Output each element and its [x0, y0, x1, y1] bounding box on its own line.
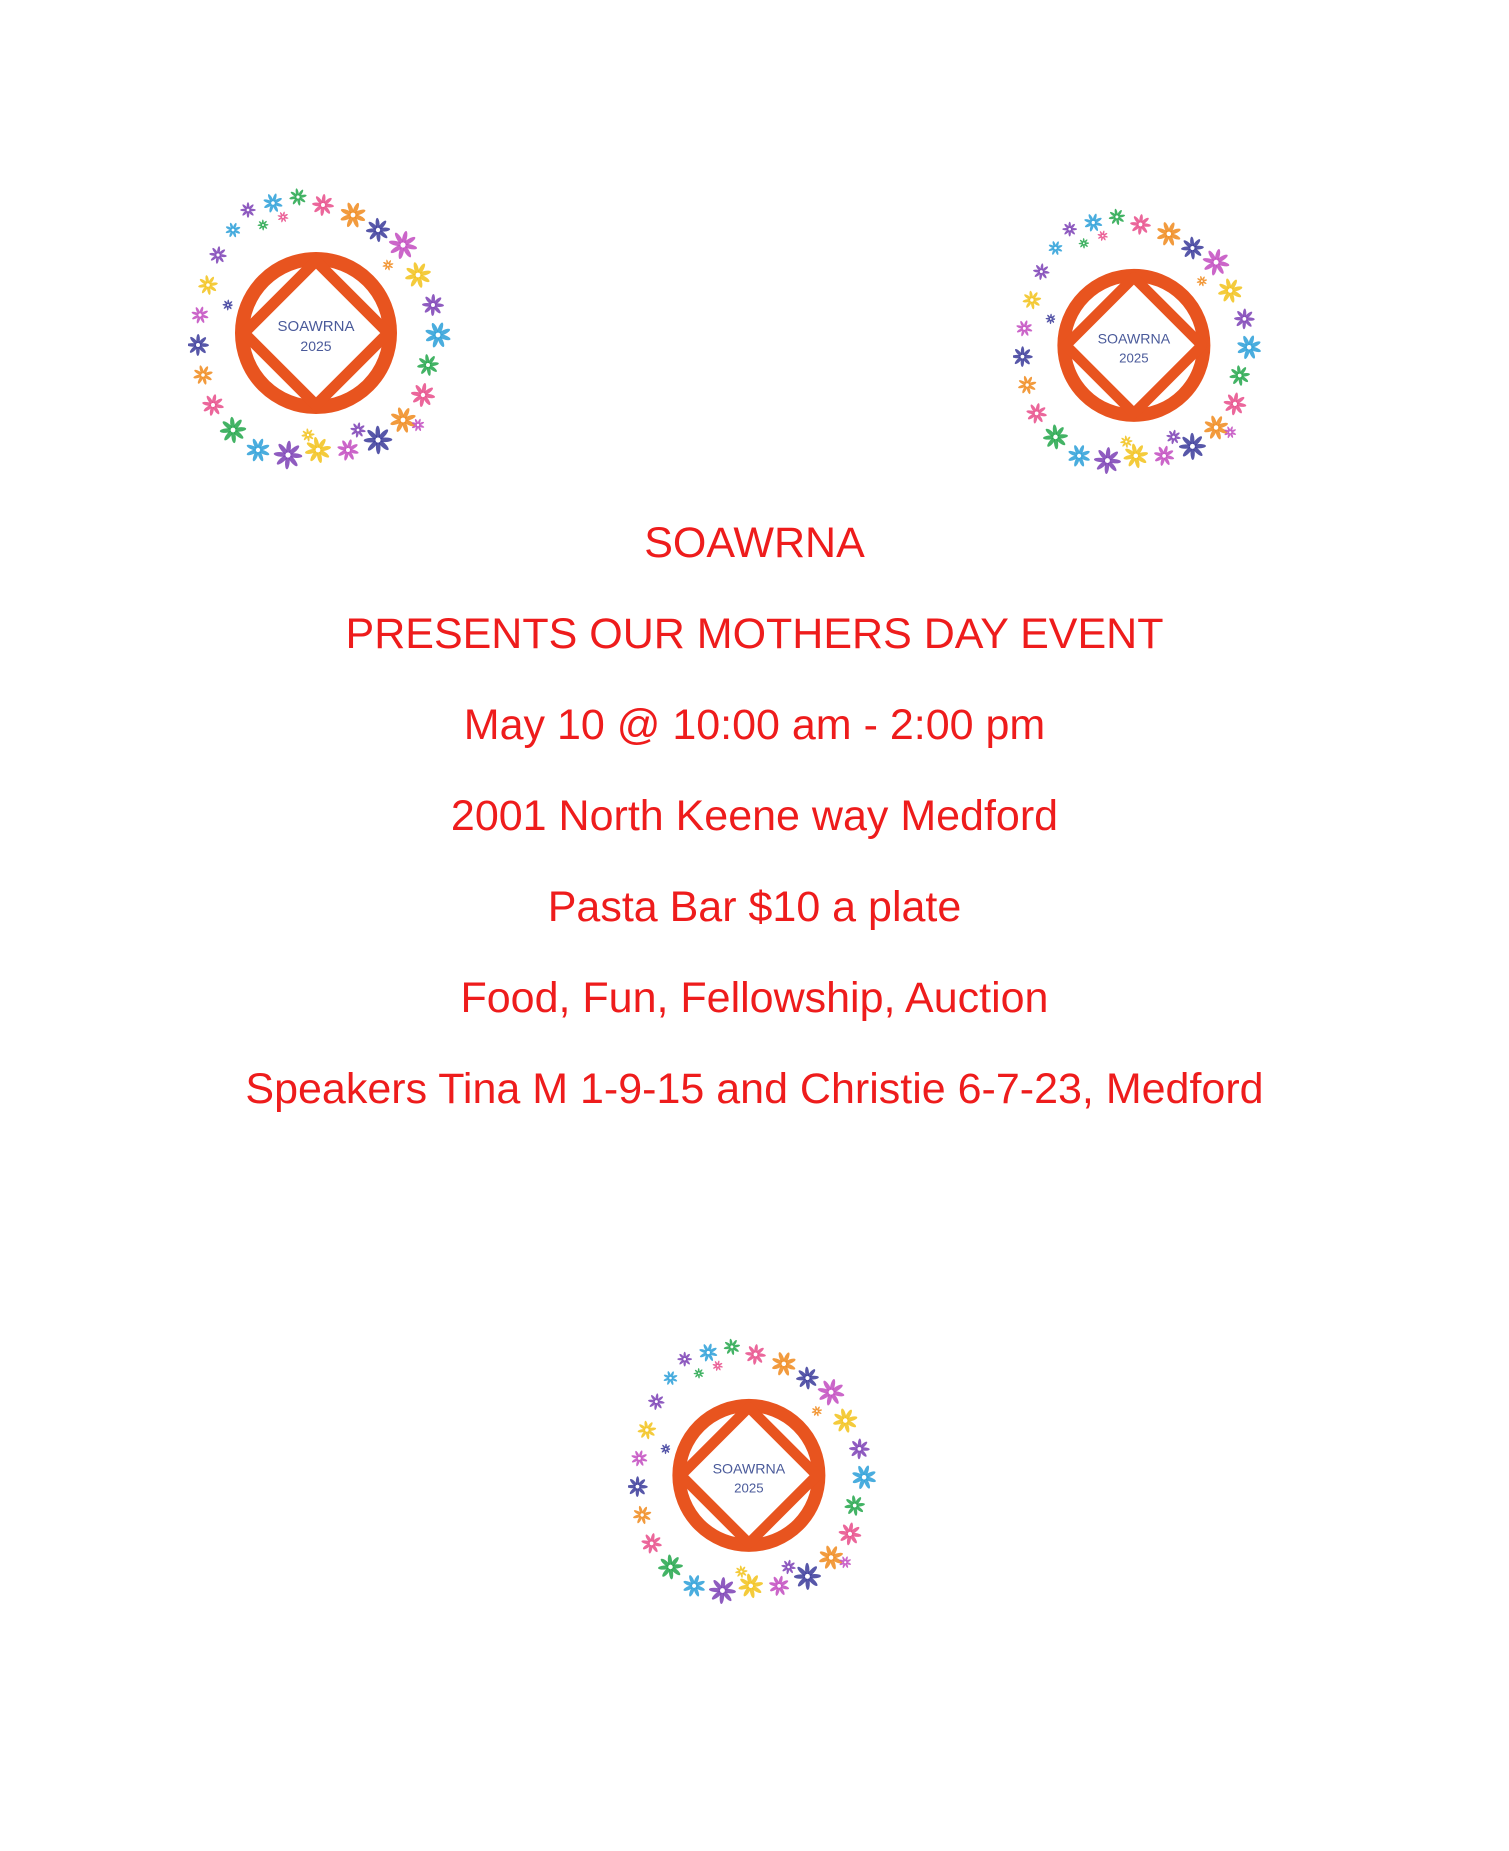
flower-icon [1202, 248, 1229, 275]
logo-graphic [188, 185, 458, 475]
flower-icon [658, 1554, 683, 1579]
flower-icon [1043, 424, 1068, 449]
flower-icon [1204, 415, 1229, 440]
soawrna-logo-top-right [1013, 205, 1268, 480]
flower-icon [1048, 241, 1063, 256]
flower-icon [709, 1577, 736, 1604]
logo-text-line1: SOAWRNA [712, 1461, 786, 1478]
flower-icon [1068, 444, 1091, 467]
logo-graphic [628, 1335, 883, 1610]
flower-icon [411, 383, 436, 408]
soawrna-logo-bottom [628, 1335, 883, 1610]
flower-icon [1179, 433, 1206, 460]
flower-icon [699, 1343, 718, 1362]
flower-icon [364, 426, 393, 455]
flower-icon [819, 1545, 844, 1570]
flower-icon [1237, 335, 1262, 360]
logo-text-line2: 2025 [1119, 350, 1149, 366]
flower-icon [1154, 445, 1175, 466]
event-activities: Food, Fun, Fellowship, Auction [460, 974, 1049, 1022]
flower-icon [735, 1565, 748, 1578]
flower-icon [1079, 238, 1089, 248]
flower-icon [202, 394, 224, 416]
flower-icon [648, 1393, 665, 1410]
flower-icon [366, 218, 390, 242]
flower-icon [240, 202, 256, 218]
flower-icon [1223, 392, 1246, 415]
flower-icon [1084, 213, 1103, 232]
flower-icon [1018, 376, 1037, 395]
flower-icon [745, 1344, 766, 1365]
flower-icon [838, 1522, 861, 1545]
logo-text-line2: 2025 [300, 338, 332, 354]
event-title: PRESENTS OUR MOTHERS DAY EVENT [345, 610, 1164, 658]
flower-icon [1062, 222, 1077, 237]
flower-icon [683, 1574, 706, 1597]
flower-icon [817, 1378, 844, 1405]
org-name: SOAWRNA [644, 519, 865, 567]
flower-icon [312, 194, 334, 216]
flower-icon [382, 259, 393, 270]
flower-icon [301, 428, 314, 441]
flower-icon [633, 1506, 652, 1525]
flyer-text-block [0, 498, 1509, 1135]
flower-icon [417, 354, 439, 376]
flower-icon [849, 1438, 870, 1459]
flower-icon [1026, 403, 1047, 424]
flower-icon [405, 262, 432, 289]
flower-icon [844, 1495, 865, 1516]
flower-icon [422, 294, 444, 316]
flower-icon [769, 1575, 790, 1596]
flower-icon [1166, 430, 1181, 445]
flower-icon [1218, 278, 1243, 303]
flower-icon [340, 202, 366, 228]
flower-icon [637, 1420, 656, 1439]
flower-icon [1120, 435, 1133, 448]
flower-icon [209, 246, 227, 264]
flower-icon [225, 222, 240, 237]
flower-icon [794, 1563, 821, 1590]
event-speakers: Speakers Tina M 1-9-15 and Christie 6-7-23, Medford [245, 1065, 1264, 1113]
flower-icon [833, 1408, 858, 1433]
flower-icon [663, 1371, 678, 1386]
logo-graphic [1013, 205, 1268, 480]
flower-icon [771, 1351, 796, 1376]
logo-text-line2: 2025 [734, 1480, 764, 1496]
flower-icon [337, 439, 359, 461]
flower-icon [198, 275, 218, 295]
flower-icon [1013, 346, 1033, 367]
flower-icon [1156, 221, 1181, 246]
flower-icon [274, 441, 303, 470]
flower-icon [350, 422, 366, 438]
flower-icon [796, 1367, 819, 1390]
flower-icon [425, 322, 451, 348]
logo-text-line1: SOAWRNA [277, 318, 355, 335]
soawrna-logo-top-left [188, 185, 458, 475]
flower-icon [852, 1465, 877, 1490]
flower-icon [277, 211, 288, 222]
event-address: 2001 North Keene way Medford [450, 792, 1059, 840]
flower-icon [257, 219, 268, 230]
event-food-price: Pasta Bar $10 a plate [547, 883, 962, 931]
flower-icon [220, 417, 247, 444]
flower-icon [263, 193, 283, 213]
flower-icon [1033, 263, 1050, 280]
event-date-time: May 10 @ 10:00 am - 2:00 pm [463, 701, 1046, 749]
flower-icon [812, 1406, 823, 1417]
flower-icon [289, 188, 307, 206]
flower-icon [1234, 308, 1255, 329]
flower-icon [1108, 208, 1125, 225]
flower-icon [628, 1476, 648, 1497]
flower-icon [1181, 237, 1204, 260]
flower-icon [1016, 320, 1033, 337]
flower-icon [1197, 276, 1208, 287]
flower-icon [246, 438, 270, 462]
flower-icon [188, 334, 209, 356]
flower-icon [1229, 365, 1250, 386]
flower-icon [191, 306, 209, 324]
flower-icon [781, 1560, 796, 1575]
flower-icon [1130, 214, 1151, 235]
flower-icon [694, 1368, 704, 1378]
flower-icon [631, 1450, 648, 1467]
flower-icon [712, 1360, 723, 1371]
flower-icon [388, 230, 417, 259]
logo-text-line1: SOAWRNA [1097, 331, 1171, 348]
flower-icon [1022, 290, 1041, 309]
flower-icon [1097, 230, 1108, 241]
flower-icon [723, 1338, 740, 1355]
flower-icon [641, 1533, 662, 1554]
flower-icon [193, 365, 213, 385]
flower-icon [677, 1352, 692, 1367]
flower-icon [1094, 447, 1121, 474]
flower-icon [390, 407, 417, 434]
